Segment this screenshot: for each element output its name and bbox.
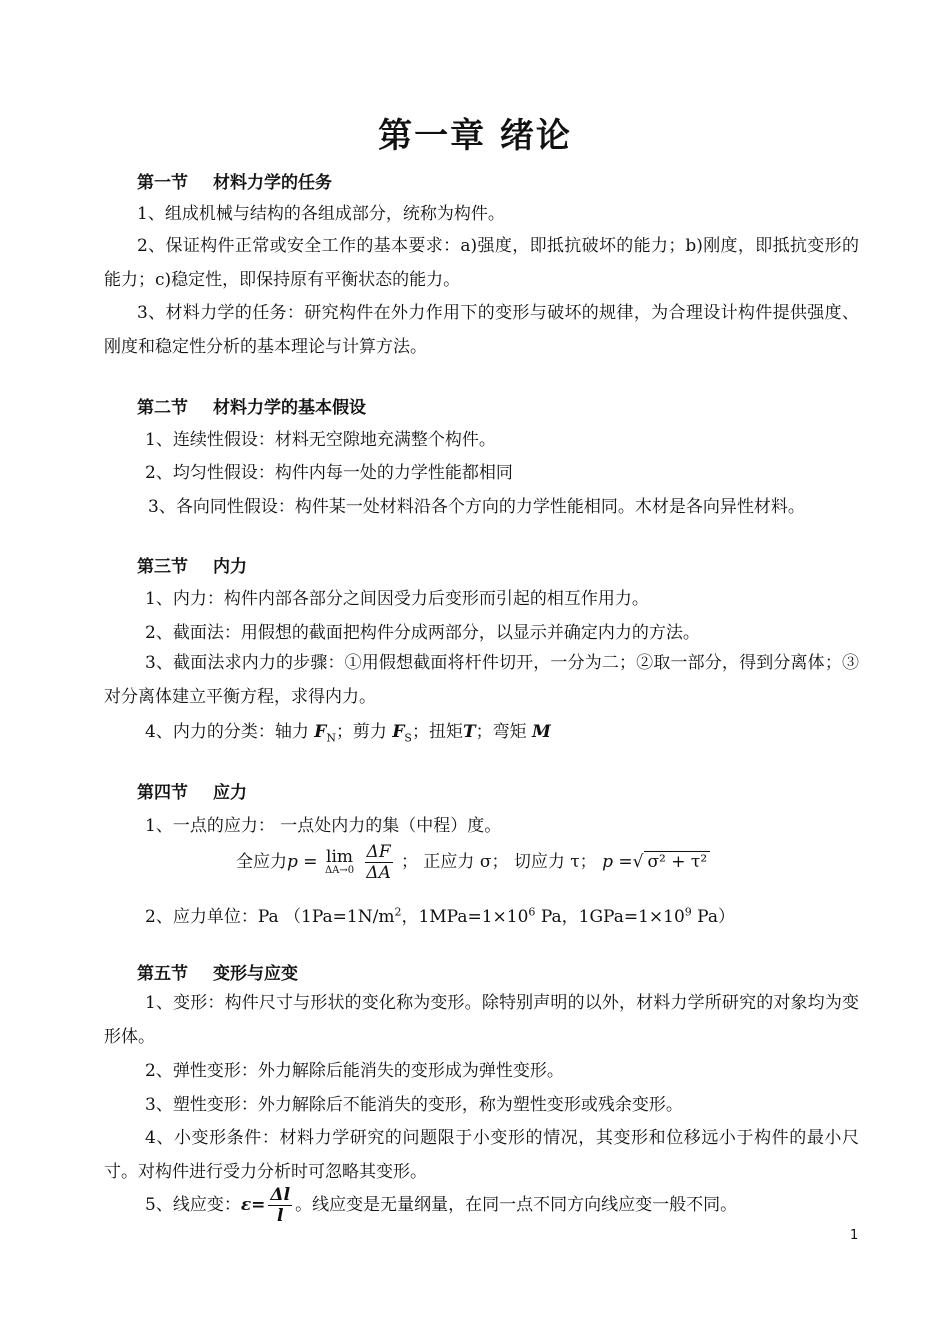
paragraph: 2、弹性变形：外力解除后能消失的变形成为弹性变形。 bbox=[145, 1061, 564, 1081]
section-name: 变形与应变 bbox=[213, 964, 298, 984]
section-name: 内力 bbox=[213, 557, 247, 577]
paragraph: 1、内力：构件内部各部分之间因受力后变形而引起的相互作用力。 bbox=[145, 589, 649, 609]
section-number: 第五节 bbox=[137, 964, 188, 984]
stress-units: 2、应力单位：Pa （$1Pa=1N/m^2$，$1MPa=1\times 10^6$ Pa，$1GPa=1\times 10^9$ Pa） bbox=[145, 905, 735, 927]
paragraph: 1、变形：构件尺寸与形状的变化称为变形。除特别声明的以外，材料力学所研究的对象均为变形体。 bbox=[104, 993, 859, 1047]
section-number: 第二节 bbox=[137, 398, 188, 418]
section-4-heading bbox=[137, 778, 247, 803]
torque-symbol: T bbox=[462, 722, 476, 742]
internal-force-classification: 4、内力的分类：轴力 $F_N$；剪力 $F_S$；扭矩T；弯矩 M bbox=[145, 722, 551, 745]
section-number: 第四节 bbox=[137, 783, 188, 803]
paragraph: 2、截面法：用假想的截面把构件分成两部分，以显示并确定内力的方法。 bbox=[145, 623, 700, 643]
limit-operator: lim ΔA→0 bbox=[324, 846, 355, 876]
paragraph: 1、一点的应力： 一点处内力的集（中程）度。 bbox=[145, 816, 502, 836]
section-name: 材料力学的任务 bbox=[213, 173, 332, 193]
paragraph: 1、组成机械与结构的各组成部分，统称为构件。 bbox=[137, 204, 505, 224]
section-2-heading bbox=[137, 393, 366, 418]
section-number: 第一节 bbox=[137, 173, 188, 193]
stress-formula: 全应力p = lim ΔA→0 $\frac{\Delta F}{\Delta A}$ ； 正应力 σ； 切应力 τ； p =√ σ² + τ² bbox=[236, 842, 710, 883]
section-1-heading bbox=[137, 168, 332, 193]
bending-moment-symbol: M bbox=[532, 722, 551, 742]
section-name: 材料力学的基本假设 bbox=[213, 398, 366, 418]
fraction: $\frac{\Delta l}{l}$ bbox=[270, 1185, 291, 1226]
shear-force-symbol: F bbox=[392, 722, 405, 742]
paragraph: 4、小变形条件：材料力学研究的问题限于小变形的情况，其变形和位移远小于构件的最小尺寸。对构件进行受力分析时可忽略其变形。 bbox=[104, 1128, 859, 1182]
paragraph: 2、保证构件正常或安全工作的基本要求：a)强度，即抵抗破坏的能力；b)刚度，即抵抗变形的能力；c)稳定性，即保持原有平衡状态的能力。 bbox=[104, 236, 859, 290]
paragraph: 3、截面法求内力的步骤：①用假想截面将杆件切开，一分为二；②取一部分，得到分离体；③对分离体建立平衡方程，求得内力。 bbox=[104, 653, 859, 707]
axial-force-symbol: F bbox=[314, 722, 327, 742]
paragraph: 1、连续性假设：材料无空隙地充满整个构件。 bbox=[145, 430, 496, 450]
page-number: 1 bbox=[850, 1228, 859, 1243]
fraction: $\frac{\Delta F}{\Delta A}$ bbox=[366, 842, 391, 883]
section-3-heading bbox=[137, 552, 247, 577]
paragraph: 3、各向同性假设：构件某一处材料沿各个方向的力学性能相同。木材是各向异性材料。 bbox=[148, 497, 805, 517]
section-number: 第三节 bbox=[137, 557, 188, 577]
section-5-heading bbox=[137, 959, 298, 984]
paragraph: 2、均匀性假设：构件内每一处的力学性能都相同 bbox=[145, 463, 513, 483]
section-name: 应力 bbox=[213, 783, 247, 803]
linear-strain-definition: 5、线应变：ε= $\frac{\Delta l}{l}$ 。线应变是无量纲量，在同一点不同方向线应变一般不同。 bbox=[145, 1185, 738, 1226]
paragraph: 3、材料力学的任务：研究构件在外力作用下的变形与破坏的规律，为合理设计构件提供强度、刚度和稳定性分析的基本理论与计算方法。 bbox=[104, 303, 859, 357]
chapter-title: 第一章 绪论 bbox=[378, 116, 572, 156]
square-root: σ² + τ² bbox=[644, 851, 710, 872]
paragraph: 3、塑性变形：外力解除后不能消失的变形，称为塑性变形或残余变形。 bbox=[145, 1095, 683, 1115]
